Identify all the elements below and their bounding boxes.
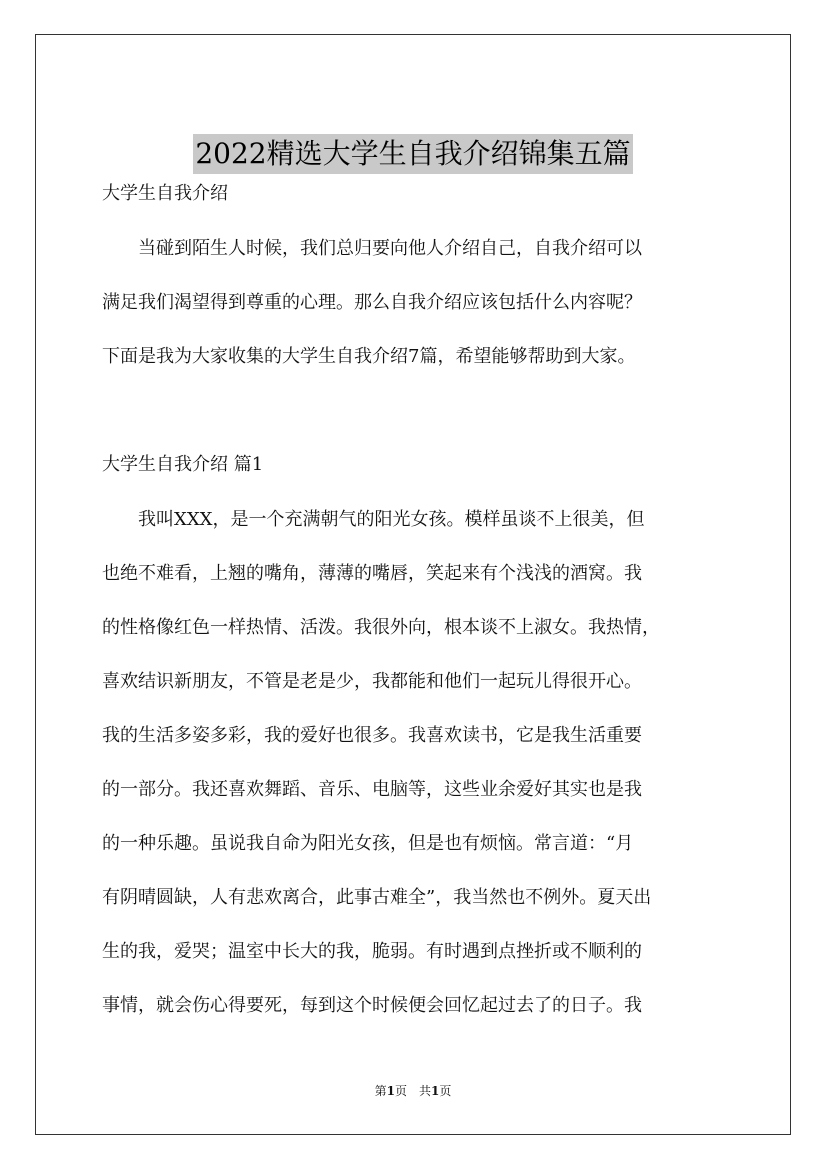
paragraph-line: 也绝不难看，上翘的嘴角，薄薄的嘴唇，笑起来有个浅浅的酒窝。我: [102, 563, 642, 584]
page-current: 1: [386, 1084, 395, 1098]
document-page: [35, 34, 791, 1135]
paragraph-line: 喜欢结识新朋友，不管是老是少，我都能和他们一起玩儿得很开心。: [102, 671, 642, 692]
paragraph-line: 的性格像红色一样热情、活泼。我很外向，根本谈不上淑女。我热情，: [102, 617, 660, 638]
paragraph-line: 我叫XXX，是一个充满朝气的阳光女孩。模样虽谈不上很美，但: [102, 509, 645, 530]
page-mid: 页 共: [394, 1084, 431, 1098]
title-wrap: [36, 134, 790, 174]
document-title: 2022精选大学生自我介绍锦集五篇: [193, 134, 632, 174]
page-total: 1: [431, 1084, 440, 1098]
section1-paragraph: [102, 493, 730, 1033]
paragraph-line: 事情，就会伤心得要死，每到这个时候便会回忆起过去了的日子。我: [102, 995, 642, 1016]
intro-paragraph: [102, 222, 730, 384]
intro-heading: 大学生自我介绍: [102, 183, 228, 204]
paragraph-line: 我的生活多姿多彩，我的爱好也很多。我喜欢读书，它是我生活重要: [102, 725, 642, 746]
page-suffix: 页: [439, 1084, 452, 1098]
page-prefix: 第: [374, 1084, 387, 1098]
paragraph-line: 下面是我为大家收集的大学生自我介绍7篇，希望能够帮助到大家。: [102, 346, 636, 367]
page-footer: [36, 1082, 790, 1099]
section1-heading: 大学生自我介绍 篇1: [102, 454, 264, 475]
paragraph-line: 有阴晴圆缺，人有悲欢离合，此事古难全”，我当然也不例外。夏天出: [102, 887, 652, 908]
paragraph-line: 的一种乐趣。虽说我自命为阳光女孩，但是也有烦恼。常言道：“月: [102, 833, 634, 854]
paragraph-line: 生的我，爱哭；温室中长大的我，脆弱。有时遇到点挫折或不顺利的: [102, 941, 642, 962]
paragraph-line: 的一部分。我还喜欢舞蹈、音乐、电脑等，这些业余爱好其实也是我: [102, 779, 642, 800]
paragraph-line: 满足我们渴望得到尊重的心理。那么自我介绍应该包括什么内容呢？: [102, 292, 642, 313]
paragraph-line: 当碰到陌生人时候，我们总归要向他人介绍自己，自我介绍可以: [102, 238, 642, 259]
